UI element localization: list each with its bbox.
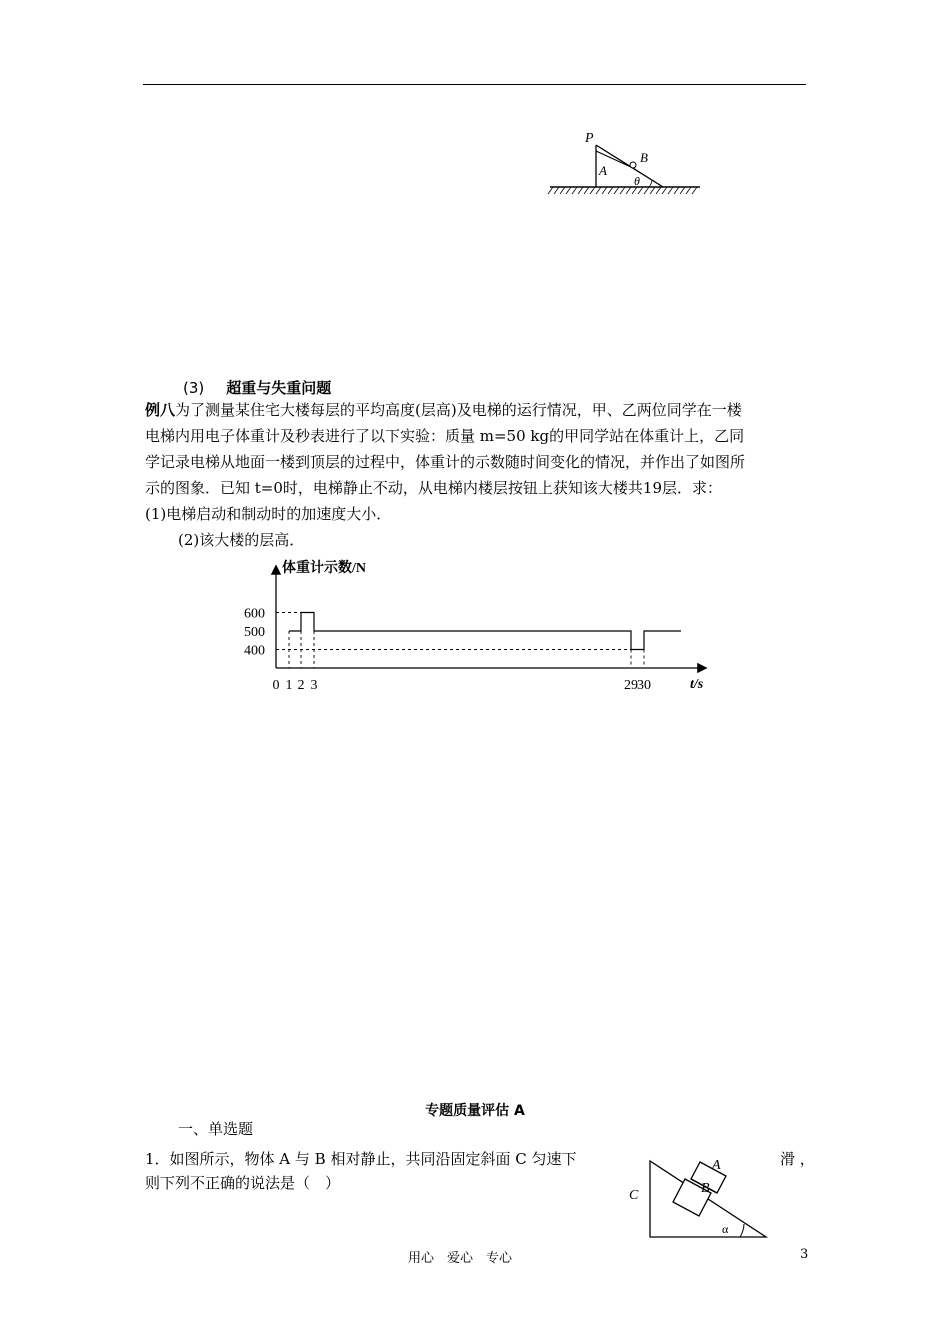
label-block-a: A [712,1158,721,1173]
question-1-line-2: 则下列不正确的说法是（ ） [145,1174,341,1192]
x-tick-label: 30 [637,678,651,693]
section-number: (3) [183,379,205,397]
label-a: A [599,163,607,178]
x-tick-label: 29 [624,678,638,693]
question-1-line-1: 1．如图所示，物体 A 与 B 相对静止，共同沿固定斜面 C 匀速下 [145,1150,577,1168]
x-tick-label: 0 [272,678,280,693]
question-1: (1)电梯启动和制动时的加速度大小． [145,505,392,523]
incline-figure [545,125,705,200]
example-tag: 例八 [145,401,176,419]
x-tick-label: 3 [310,678,318,693]
question-1-tail: 滑 ， [780,1150,815,1168]
x-tick-label: 1 [285,678,293,693]
blocks-on-incline-figure [620,1148,780,1243]
example-line-2: 电梯内用电子体重计及秒表进行了以下实验：质量 m=50 kg的甲同学站在体重计上，乙同 [145,427,745,445]
example-line-3: 学记录电梯从地面一楼到顶层的过程中，体重计的示数随时间变化的情况，并作出了如图所 [145,453,746,471]
example-line-4: 示的图象．已知 t=0时，电梯静止不动，从电梯内楼层按钮上获知该大楼共19层．求： [145,479,722,497]
x-tick-label: 2 [297,678,305,693]
single-choice-heading: 一、单选题 [178,1120,254,1138]
reading-series-line [289,613,681,650]
y-tick-label: 400 [244,643,265,659]
question-2: (2)该大楼的层高． [178,531,305,549]
label-theta: θ [634,174,640,188]
header-rule [143,84,806,85]
y-tick-label: 600 [244,606,265,622]
label-block-b: B [701,1181,710,1196]
page-number: 3 [800,1247,809,1262]
label-p: P [585,131,594,146]
y-tick-label: 500 [244,625,265,640]
x-axis-label: t/s [690,677,704,692]
label-alpha: α [722,1222,729,1236]
footer-motto: 用心 爱心 专心 [408,1251,513,1266]
label-incline-c: C [629,1188,639,1203]
scale-reading-chart [240,555,720,705]
y-axis-label: 体重计示数/N [282,561,366,576]
example-line-1: 例八为了测量某住宅大楼每层的平均高度(层高)及电梯的运行情况，甲、乙两位同学在一楼 [145,401,742,419]
section-title-quality-a: 专题质量评估 A [425,1103,525,1119]
label-b: B [640,150,648,165]
section-title: 超重与失重问题 [226,379,332,397]
